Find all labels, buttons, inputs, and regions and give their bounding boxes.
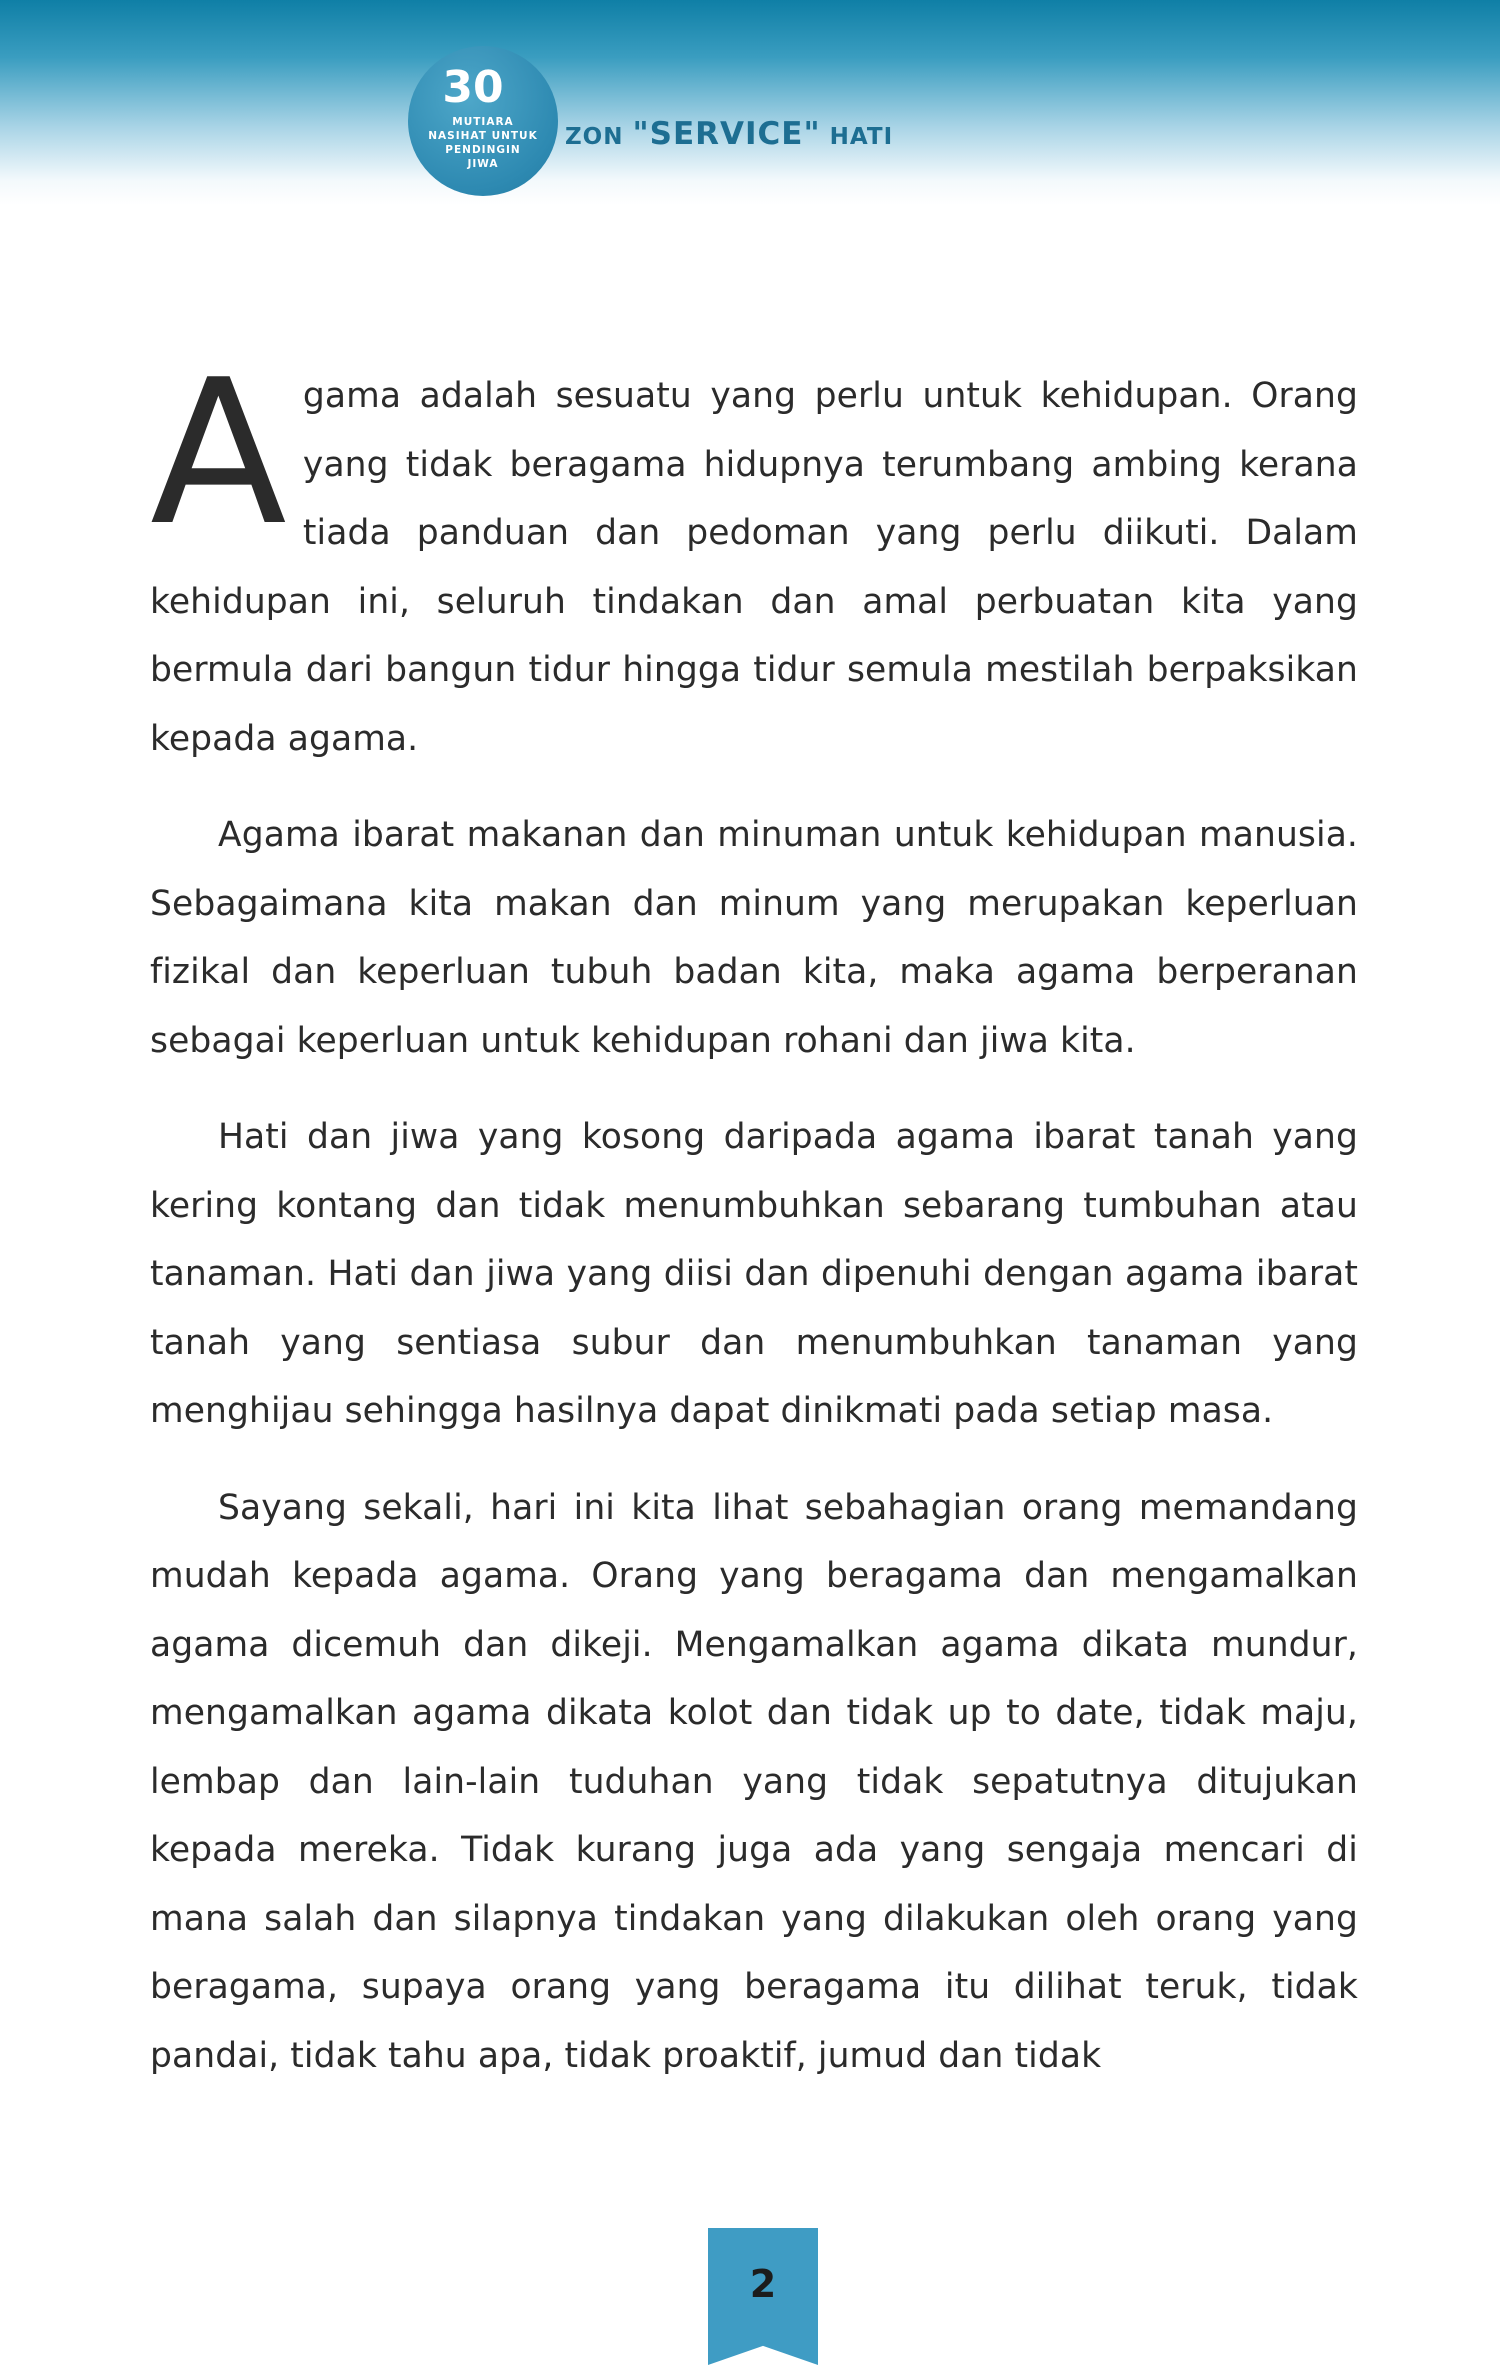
paragraph-1 [150, 337, 1358, 773]
chapter-title-main: "SERVICE" [632, 116, 821, 152]
paragraph-1-text: gama adalah sesuatu yang perlu untuk kehidupan. Orang yang tidak beragama hidupnya terumbang ambing kerana tiada panduan dan pedoman yang perlu diikuti. Dalam kehidupan ini, seluruh tindakan dan amal perbuatan kita yang bermula dari bangun tidur hingga tidur semula mestilah berpaksikan kepada agama. [150, 376, 1358, 759]
page-number: 2 [749, 2262, 777, 2306]
header-band [0, 0, 1500, 205]
paragraph-4: Sayang sekali, hari ini kita lihat sebahagian orang memandang mudah kepada agama. Orang yang beragama dan mengamalkan agama dicemuh dan dikeji. Mengamalkan agama dikata mundur, mengamalkan agama dikata kolot dan tidak up to date, tidak maju, lembap dan lain-lain tuduhan yang tidak sepatutnya ditujukan kepada mereka. Tidak kurang juga ada yang sengaja mencari di mana salah dan silapnya tindakan yang dilakukan oleh orang yang beragama, supaya orang yang beragama itu dilihat teruk, tidak pandai, tidak tahu apa, tidak proaktif, jumud dan tidak [150, 1487, 1358, 2076]
badge-number: 30 [442, 62, 504, 113]
badge-line-3: PENDINGIN [445, 144, 521, 156]
drop-cap: A [150, 337, 287, 570]
chapter-title [565, 116, 893, 152]
badge-line-2: NASIHAT UNTUK [428, 130, 538, 142]
badge-line-1: MUTIARA [452, 116, 514, 128]
chapter-title-suffix: HATI [820, 124, 894, 150]
badge-line-4: JIWA [467, 158, 499, 170]
paragraph-2: Agama ibarat makanan dan minuman untuk kehidupan manusia. Sebagaimana kita makan dan minum yang merupakan keperluan fizikal dan keperluan tubuh badan kita, maka agama berperanan sebagai keperluan untuk kehidupan rohani dan jiwa kita. [150, 815, 1358, 1061]
article-body [150, 337, 1358, 2118]
series-badge [408, 46, 558, 196]
chapter-title-prefix: ZON [565, 124, 633, 150]
paragraph-3: Hati dan jiwa yang kosong daripada agama ibarat tanah yang kering kontang dan tidak menumbuhkan sebarang tumbuhan atau tanaman. Hati dan jiwa yang diisi dan dipenuhi dengan agama ibarat tanah yang sentiasa subur dan menumbuhkan tanaman yang menghijau sehingga hasilnya dapat dinikmati pada setiap masa. [150, 1117, 1358, 1431]
